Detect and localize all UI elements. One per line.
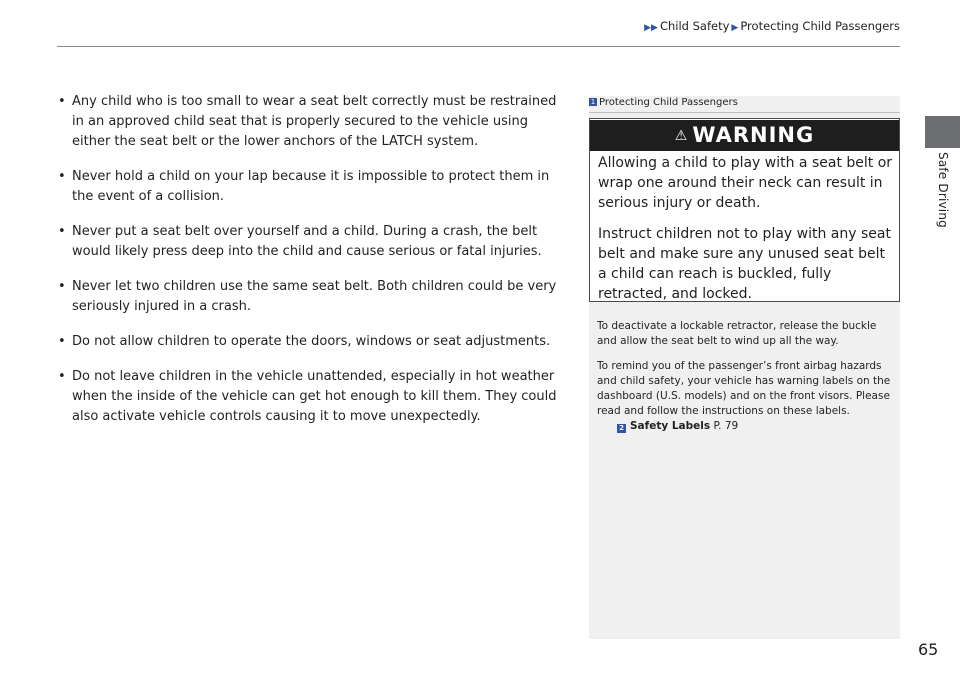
- warning-text: [598, 153, 894, 315]
- warning-heading: [590, 120, 899, 151]
- main-content: [58, 92, 563, 442]
- bullet-text: Do not allow children to operate the doors, windows or seat adjustments.: [72, 334, 551, 349]
- bullet-dot-icon: •: [58, 224, 66, 239]
- warning-heading-text: WARNING: [692, 123, 815, 147]
- triangle-right-icon: ▶: [731, 23, 739, 33]
- bullet-item: [58, 332, 563, 352]
- breadcrumb-protecting-child-passengers[interactable]: Protecting Child Passengers: [740, 19, 900, 33]
- warning-triangle-icon: ⚠: [674, 128, 689, 144]
- bullet-item: [58, 277, 563, 317]
- cross-reference-page[interactable]: P. 79: [713, 420, 739, 432]
- sidebar-paragraph: To remind you of the passenger’s front airbag hazards and child safety, your vehicle has warning labels on the dashboard (U.S. models) and on the front visors. Please read and follow the instructions on these labels.: [597, 360, 891, 417]
- sidebar-paragraph: To deactivate a lockable retractor, release the buckle and allow the seat belt to wind up all the way.: [597, 320, 877, 347]
- bullet-text: Never let two children use the same seat belt. Both children could be very seriously injured in a crash.: [72, 279, 557, 314]
- cross-reference-arrow-icon: 2: [617, 424, 626, 433]
- page-number: 65: [918, 640, 939, 659]
- breadcrumb: [0, 19, 900, 33]
- header-divider: [57, 46, 900, 47]
- triangle-right-icon: ▶▶: [644, 23, 658, 33]
- bullet-text: Never put a seat belt over yourself and a child. During a crash, the belt would likely press deep into the child and cause serious or fatal injuries.: [72, 224, 542, 259]
- warning-paragraph: Allowing a child to play with a seat belt or wrap one around their neck can result in serious injury or death.: [598, 155, 893, 211]
- section-tab[interactable]: [925, 116, 960, 148]
- bullet-item: [58, 167, 563, 207]
- reference-marker-icon: 1: [590, 98, 596, 106]
- sidebar-title-text: Protecting Child Passengers: [599, 97, 738, 108]
- bullet-text: Do not leave children in the vehicle unattended, especially in hot weather when the inside of the vehicle can get hot enough to kill them. They could also activate vehicle controls causing it to move unexpectedly.: [72, 369, 557, 424]
- warning-paragraph: Instruct children not to play with any seat belt and make sure any unused seat belt a child can reach is buckled, fully retracted, and locked.: [598, 226, 891, 302]
- warning-box: [589, 118, 900, 302]
- sidebar-title: [589, 96, 900, 113]
- bullet-item: [58, 367, 563, 427]
- bullet-dot-icon: •: [58, 369, 66, 384]
- breadcrumb-child-safety[interactable]: Child Safety: [659, 19, 730, 33]
- section-tab-label: Safe Driving: [936, 152, 950, 228]
- bullet-dot-icon: •: [58, 94, 66, 109]
- bullet-item: [58, 222, 563, 262]
- bullet-text: Never hold a child on your lap because it is impossible to protect them in the event of a collision.: [72, 169, 550, 204]
- bullet-dot-icon: •: [58, 279, 66, 294]
- cross-reference-label[interactable]: Safety Labels: [630, 420, 711, 432]
- bullet-dot-icon: •: [58, 334, 66, 349]
- bullet-text: Any child who is too small to wear a seat belt correctly must be restrained in an approved child seat that is properly secured to the vehicle using either the seat belt or the lower anchors of the LATCH system.: [72, 94, 557, 149]
- sidebar-body: [597, 319, 893, 434]
- cross-reference-link[interactable]: [597, 419, 893, 434]
- bullet-item: [58, 92, 563, 152]
- bullet-dot-icon: •: [58, 169, 66, 184]
